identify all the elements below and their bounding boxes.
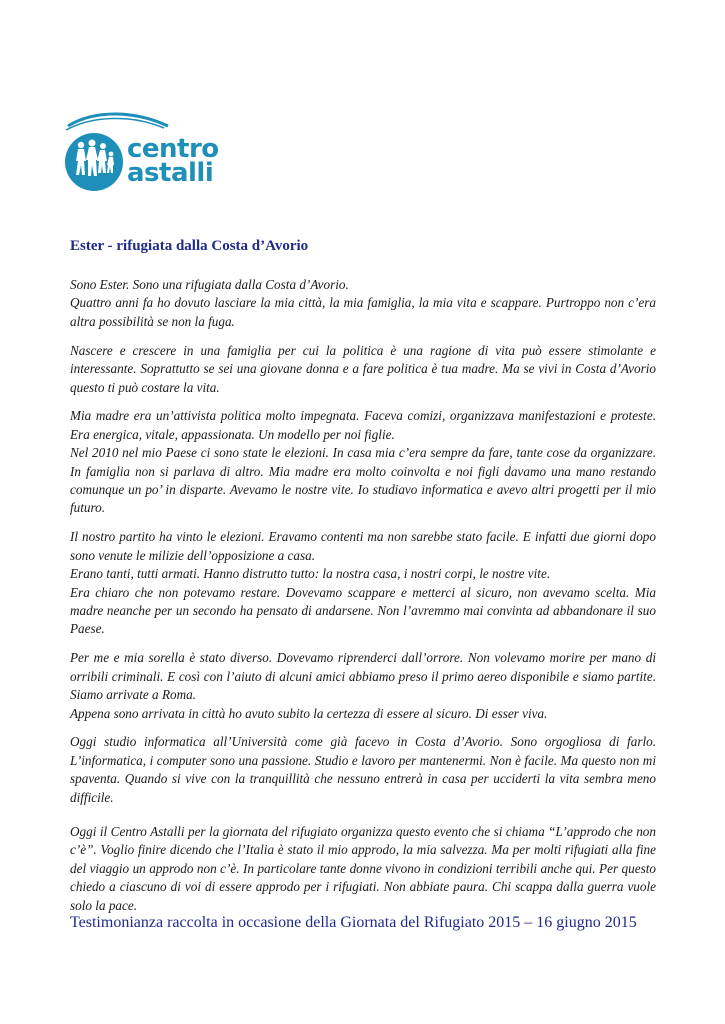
paragraph: Quattro anni fa ho dovuto lasciare la mia città, la mia famiglia, la mia vita e scappare. Purtroppo non c’era altra possibilità se non la fuga. — [70, 295, 656, 329]
document-title: Ester - rifugiata dalla Costa d’Avorio — [70, 238, 309, 254]
paragraph: Per me e mia sorella è stato diverso. Dovevamo riprenderci dall’orrore. Non volevamo morire per mano di orribili criminali. E così con l’aiuto di alcuni amici abbiamo preso il primo aereo disponibile e siamo partite. Siamo arrivate a Roma. — [70, 650, 656, 703]
paragraph: Sono Ester. Sono una rifugiata dalla Costa d’Avorio. — [70, 277, 349, 292]
paragraph: Mia madre era un’attivista politica molto impegnata. Faceva comizi, organizzava manifestazioni e proteste. Era energica, vitale, appassionata. Un modello per noi figlie. — [70, 408, 656, 442]
logo-wordmark — [127, 134, 219, 188]
paragraph: Oggi il Centro Astalli per la giornata del rifugiato organizza questo evento che si chiama “L’approdo che non c’è”. Voglio finire dicendo che l’Italia è stato il mio approdo, la mia salvezza. Ma per molti rifugiati alla fine del viaggio un approdo non c’è. In particolare tante donne vivono in condizioni terribili anche qui. Per questo chiedo a ciascuno di voi di essere approdo per i rifugiati. Non abbiate paura. Chi scappa dalla guerra vuole solo la pace. — [70, 824, 656, 913]
paragraph: Era chiaro che non potevamo restare. Dovevamo scappare e metterci al sicuro, non avevamo scelta. Mia madre neanche per un secondo ha pensato di andarsene. Non l’avremmo mai convinta ad abbandonare il suo Paese. — [70, 584, 656, 637]
paragraph: Appena sono arrivata in città ho avuto subito la certezza di essere al sicuro. Di esser viva. — [70, 705, 548, 721]
testimony-body — [70, 276, 656, 915]
paragraph: Nascere e crescere in una famiglia per cui la politica è una ragione di vita può essere stimolante e interessante. Soprattutto se sei una giovane donna e a fare politica è tua madre. Ma se vivi in Costa d’Avorio questo ti può costare la vita. — [70, 342, 656, 395]
logo-line-2: astalli — [127, 158, 214, 188]
paragraph: Il nostro partito ha vinto le elezioni. Eravamo contenti ma non sarebbe stato facile. E infatti due giorni dopo sono venute le milizie dell’opposizione a casa. — [70, 529, 656, 563]
logo-line-1: centro — [127, 134, 219, 164]
paragraph: Nel 2010 nel mio Paese ci sono state le elezioni. In casa mia c’era sempre da fare, tante cose da organizzare. In famiglia non si parlava di altro. Mia madre era molto coinvolta e noi figli davamo una mano restando comunque un po’ in disparte. Avevamo le nostre vite. Io studiavo informatica e avevo altri progetti per il mio futuro. — [70, 445, 656, 516]
centro-astalli-logo — [64, 112, 244, 198]
paragraph: Erano tanti, tutti armati. Hanno distrutto tutto: la nostra casa, i nostri corpi, le nostre vite. — [70, 566, 551, 582]
document-footer: Testimonianza raccolta in occasione della Giornata del Rifugiato 2015 – 16 giugno 2015 — [70, 914, 637, 931]
paragraph: Oggi studio informatica all’Università come già facevo in Costa d’Avorio. Sono orgogliosa di farlo. L’informatica, i computer sono una passione. Studio e lavoro per mantenermi. Non è facile. Ma questo non mi spaventa. Quando si vive con la tranquillità che nessuno entrerà in casa per ucciderti la vita sembra meno difficile. — [70, 734, 656, 805]
